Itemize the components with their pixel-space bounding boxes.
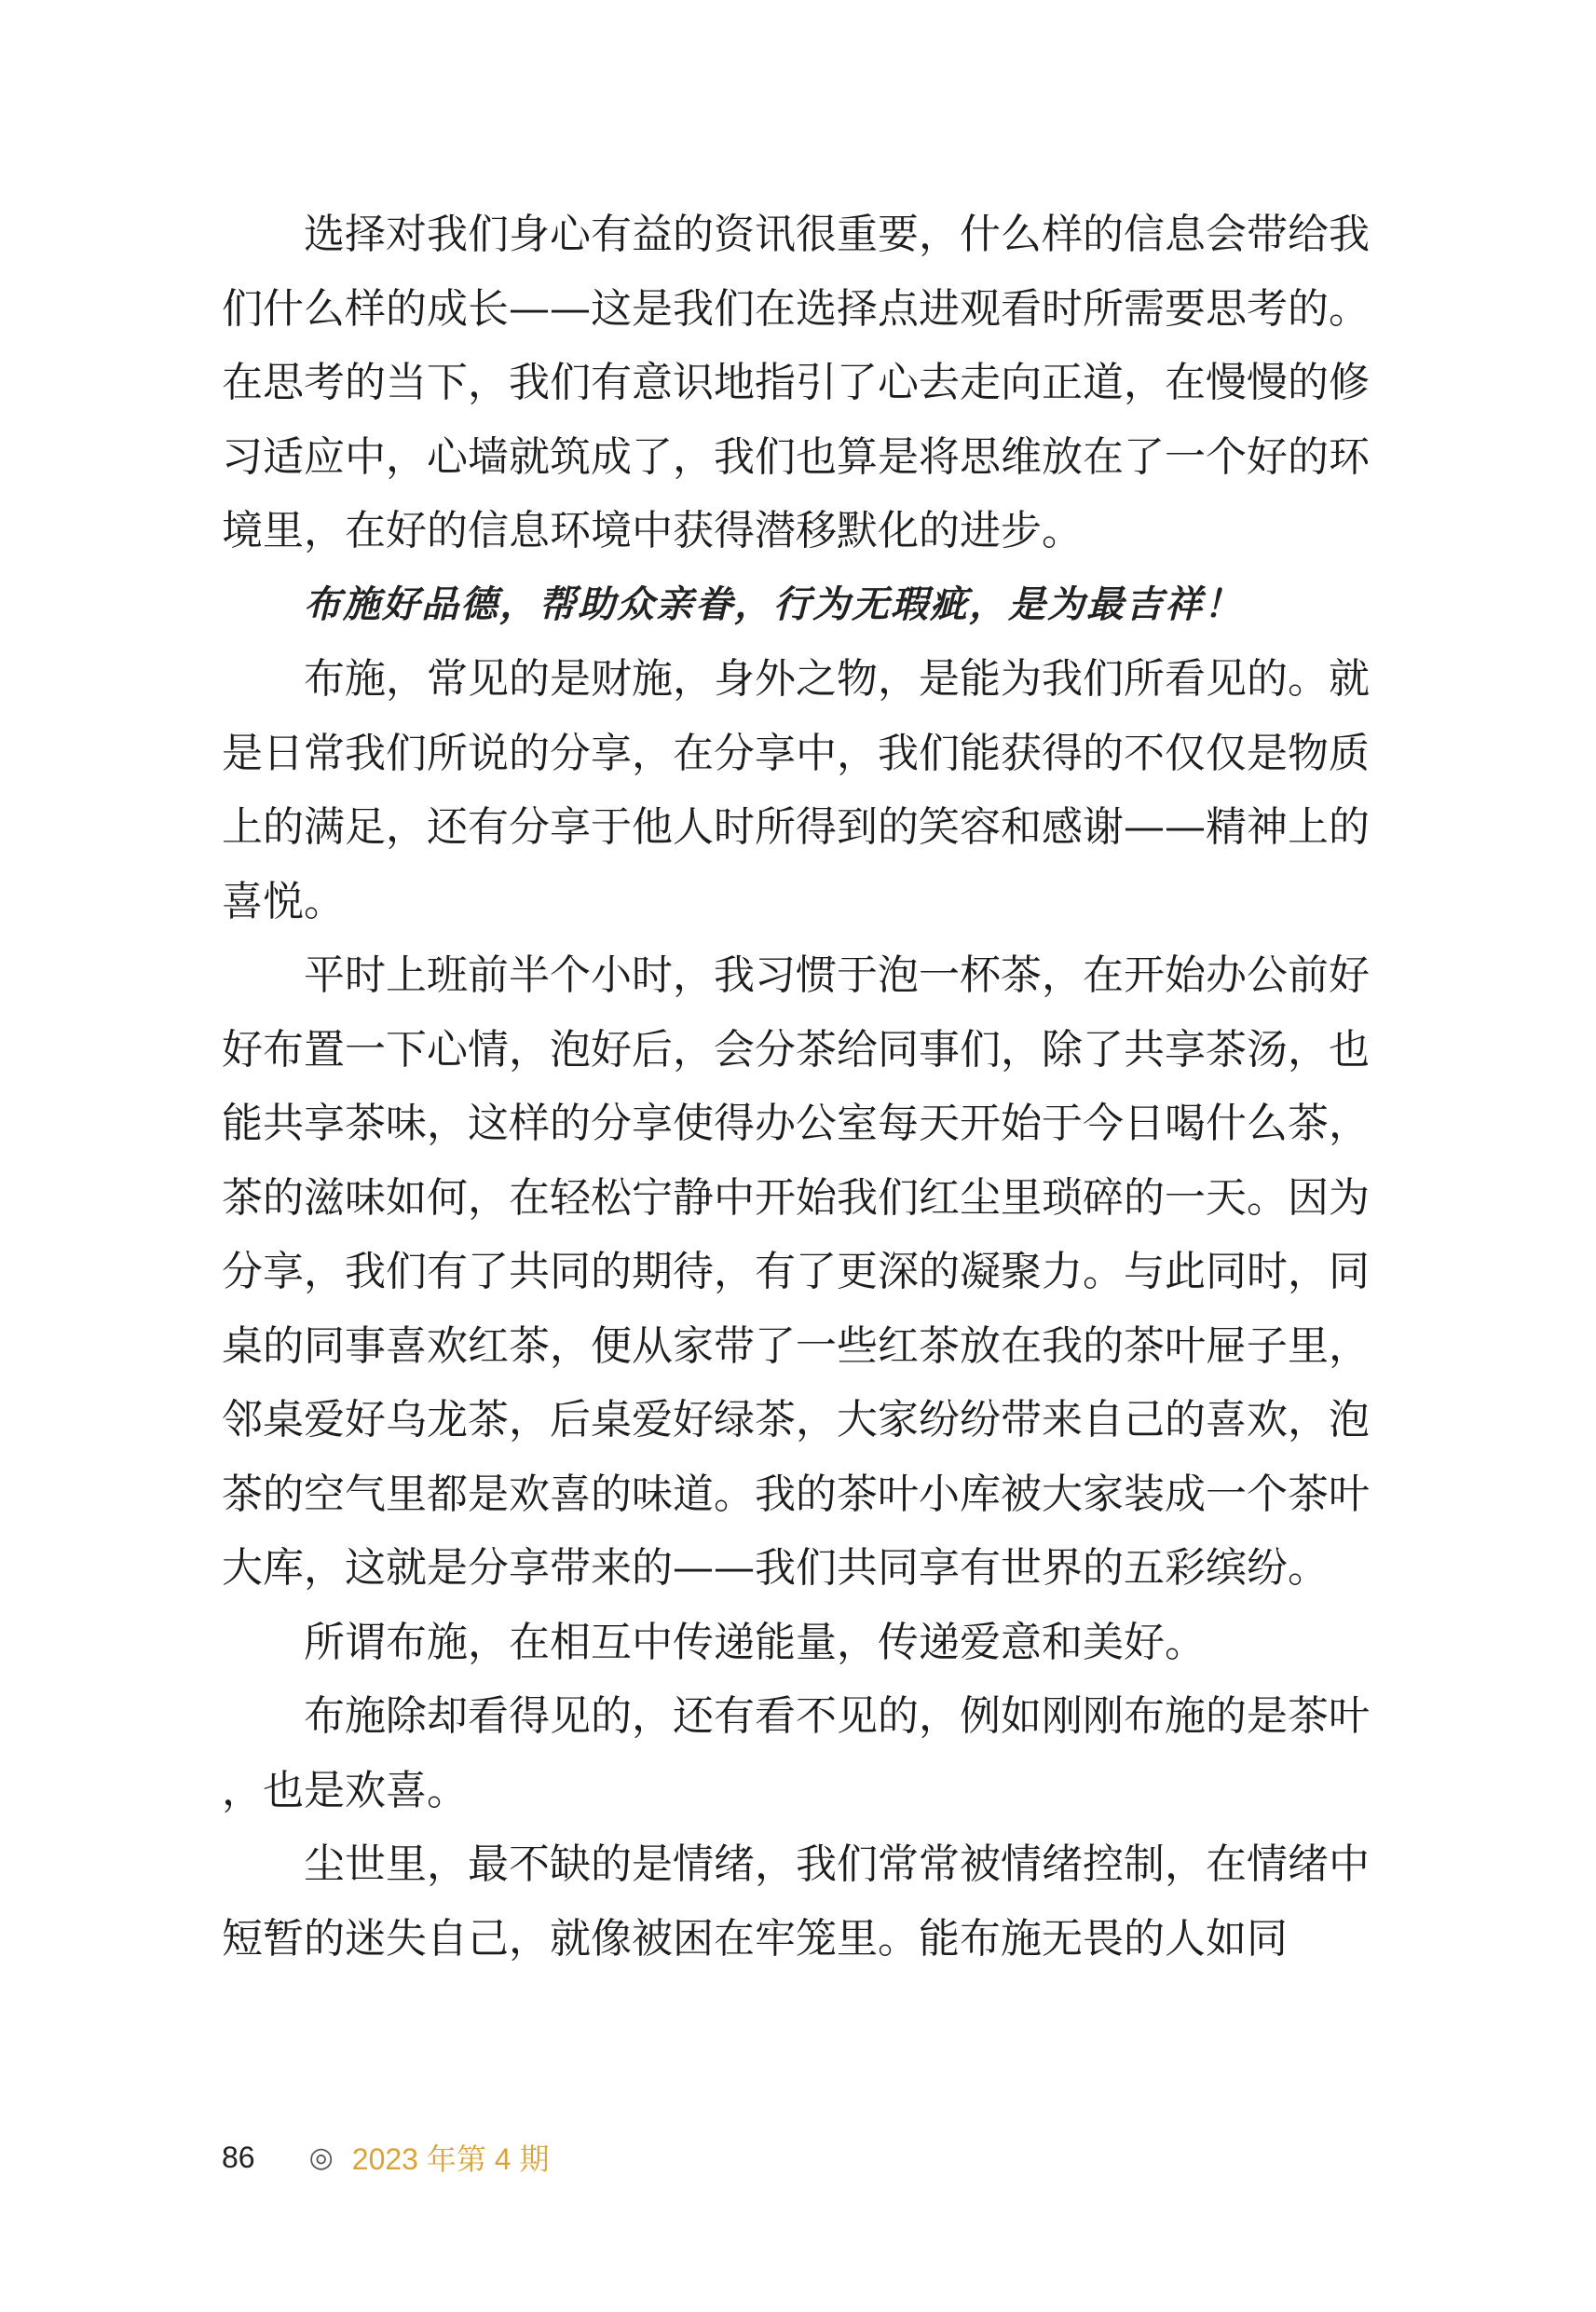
page-number: 86	[222, 2140, 255, 2174]
paragraph-giving-sharing: 布施，常见的是财施，身外之物，是能为我们所看见的。就是日常我们所说的分享，在分享中，我们能获得的不仅仅是物质上的满足，还有分享于他人时所得到的笑容和感谢——精神上的喜悦。	[222, 655, 1370, 925]
paragraph-emotions: 尘世里，最不缺的是情绪，我们常常被情绪控制，在情绪中短暂的迷失自己，就像被困在牢笼里。能布施无畏的人如同	[222, 1840, 1370, 1963]
paragraph-tea-sharing: 平时上班前半个小时，我习惯于泡一杯茶，在开始办公前好好布置一下心情，泡好后，会分茶给同事们，除了共享茶汤，也能共享茶味，这样的分享使得办公室每天开始于今日喝什么茶，茶的滋味如何，在轻松宁静中开始我们红尘里琐碎的一天。因为分享，我们有了共同的期待，有了更深的凝聚力。与此同时，同桌的同事喜欢红茶，便从家带了一些红茶放在我的茶叶屉子里，邻桌爱好乌龙茶，后桌爱好绿茶，大家纷纷带来自己的喜欢，泡茶的空气里都是欢喜的味道。我的茶叶小库被大家装成一个茶叶大库，这就是分享带来的——我们共同享有世界的五彩缤纷。	[222, 951, 1370, 1592]
issue-label: 2023 年第 4 期	[351, 2142, 550, 2176]
bullseye-icon: ◎	[308, 2141, 334, 2173]
paragraph-information-choice: 选择对我们身心有益的资讯很重要，什么样的信息会带给我们什么样的成长——这是我们在选择点进观看时所需要思考的。在思考的当下，我们有意识地指引了心去走向正道，在慢慢的修习适应中，心墙就筑成了，我们也算是将思维放在了一个好的环境里，在好的信息环境中获得潜移默化的进步。	[222, 211, 1370, 554]
paragraph-unseen-giving: 布施除却看得见的，还有看不见的，例如刚刚布施的是茶叶，也是欢喜。	[222, 1692, 1370, 1814]
paragraph-giving-meaning: 所谓布施，在相互中传递能量，传递爱意和美好。	[304, 1618, 1206, 1666]
verse-quote: 布施好品德，帮助众亲眷，行为无瑕疵，是为最吉祥！	[304, 582, 1243, 626]
article-body	[222, 198, 1370, 1976]
page-footer	[222, 2134, 549, 2181]
